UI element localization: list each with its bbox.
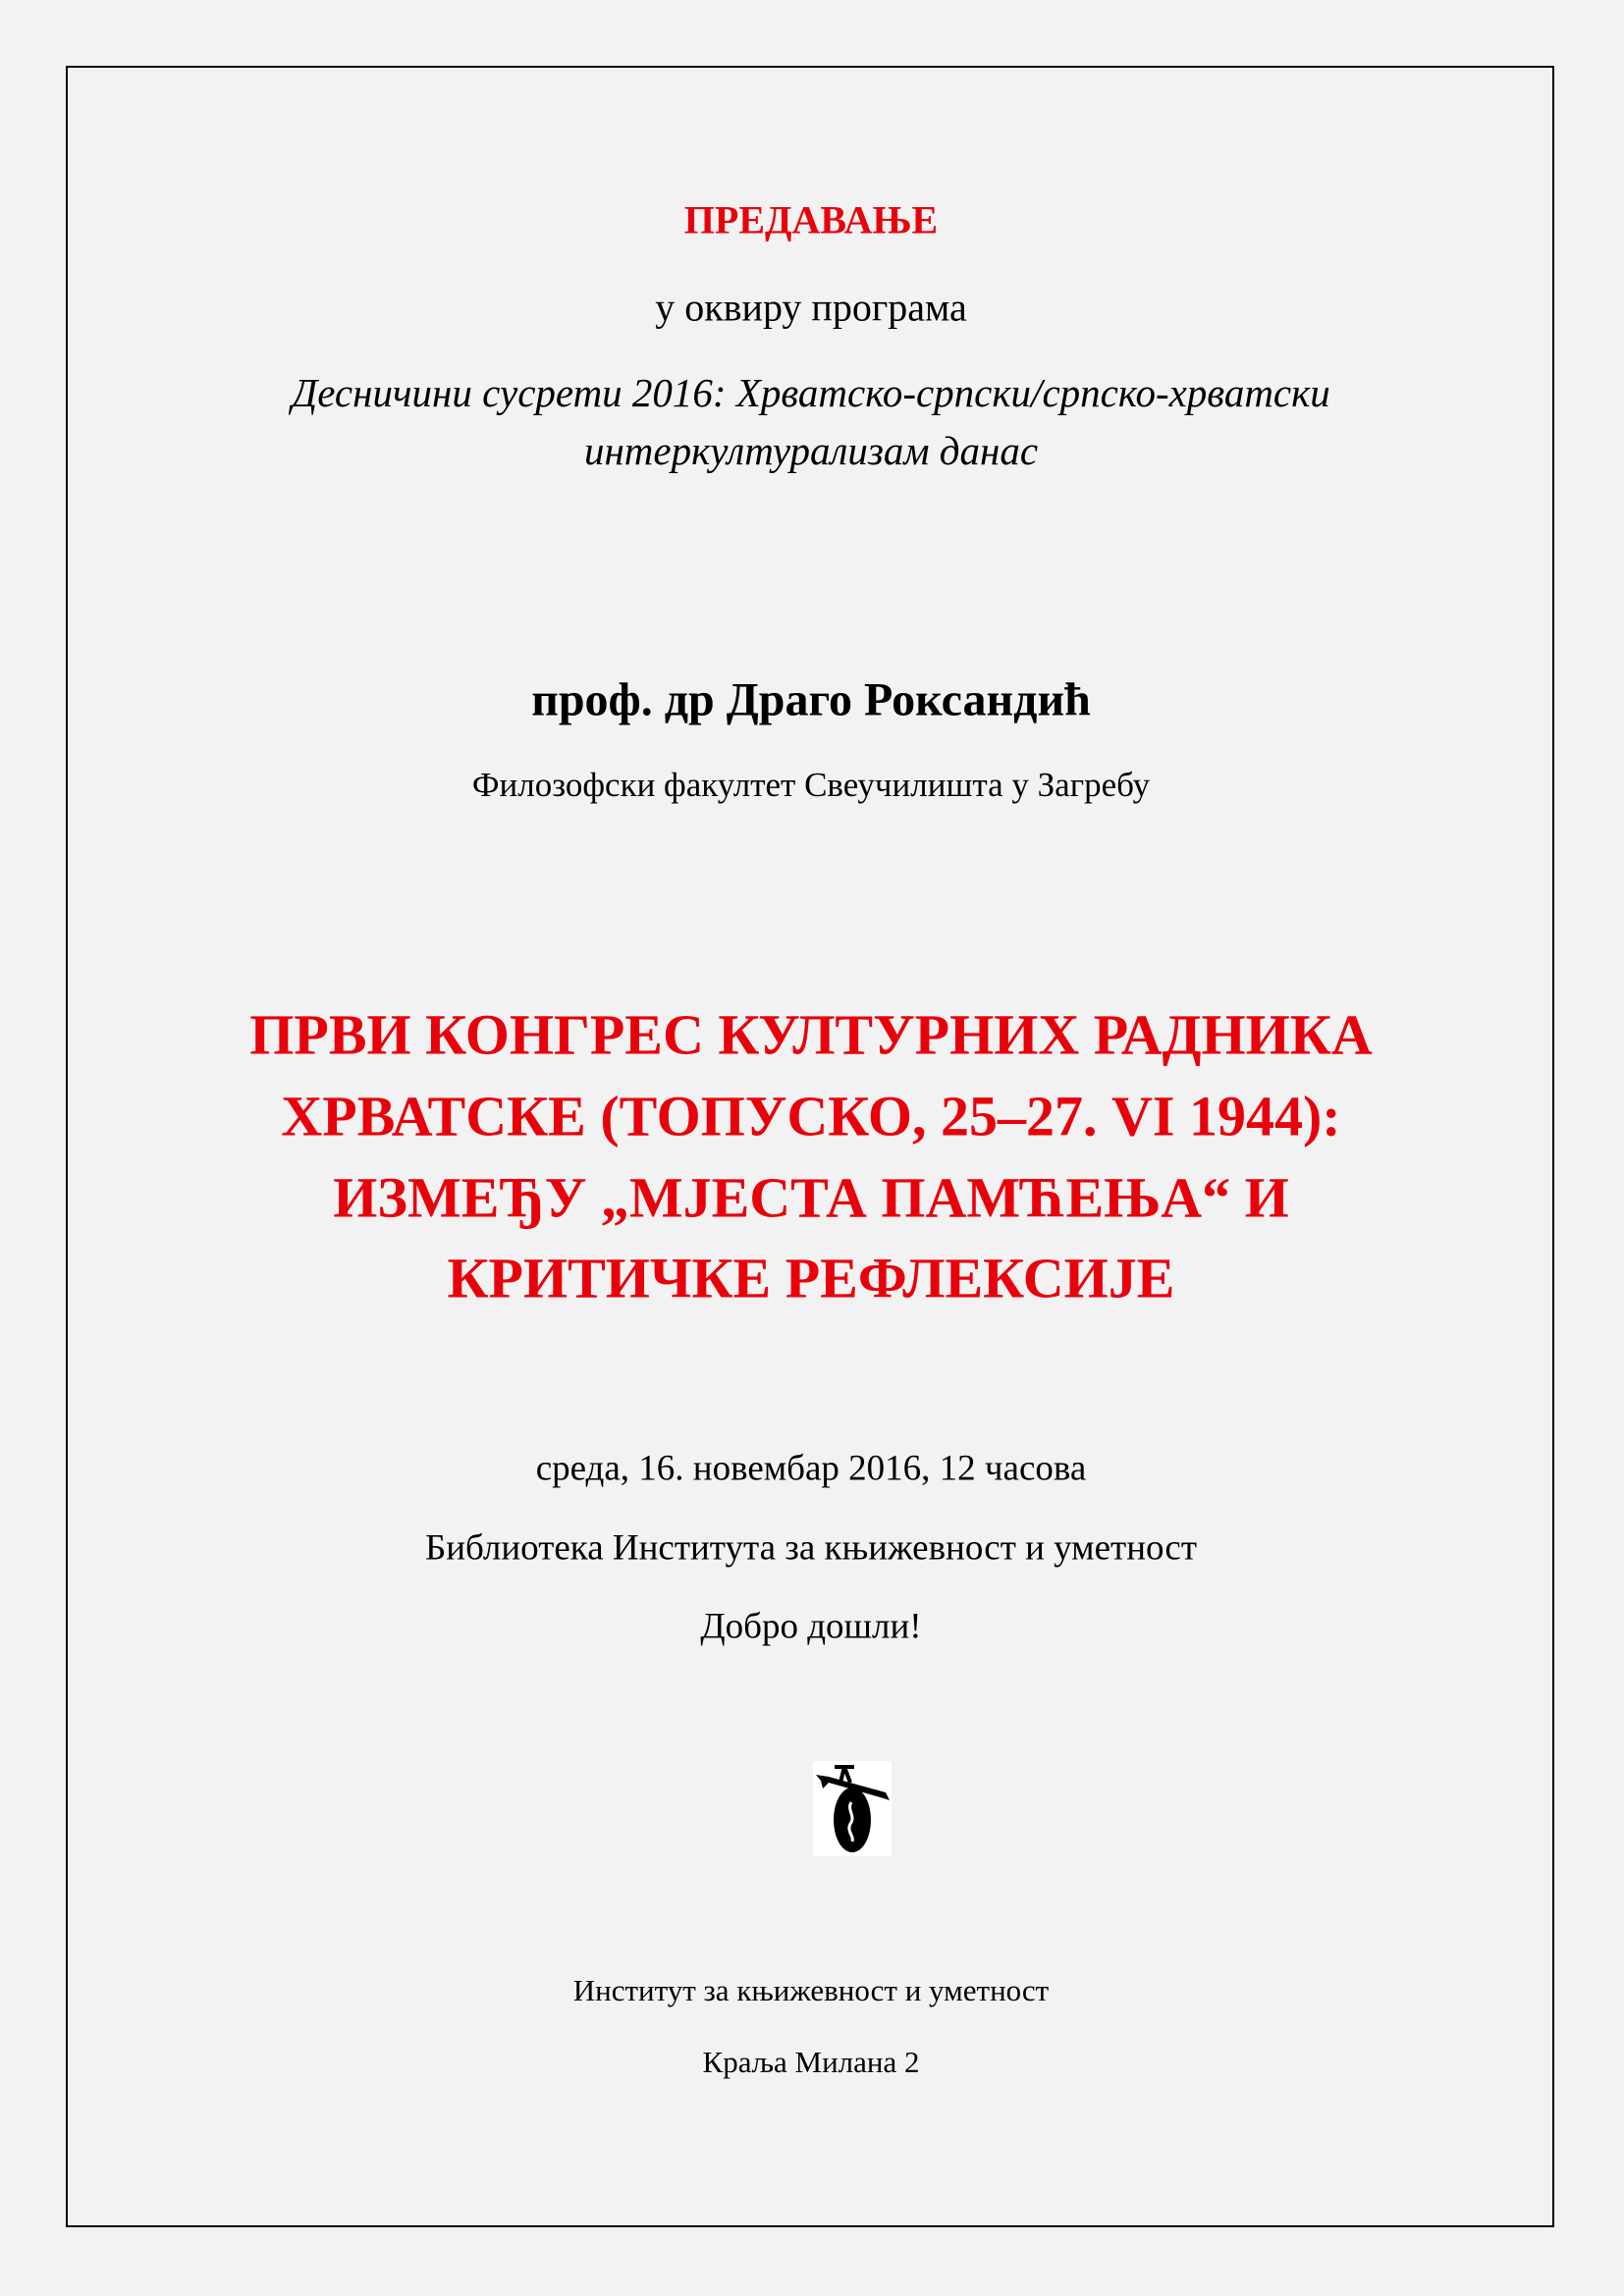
- program-intro: у оквиру програма: [655, 285, 967, 330]
- lecture-title-line-3: ИЗМЕЂУ „МЈЕСТА ПАМЋЕЊА“ И: [333, 1165, 1289, 1230]
- program-title-line-2: интеркултурализам данас: [583, 428, 1039, 473]
- event-datetime: среда, 16. новембар 2016, 12 часова: [535, 1448, 1087, 1489]
- program-title-line-1: Десничини сусрети 2016: Хрватско-српски/српско-хрватски: [292, 370, 1330, 415]
- footer-institution: Институт за књижевност и уметност: [572, 1973, 1050, 2007]
- lecture-label: ПРЕДАВАЊЕ: [683, 197, 939, 242]
- welcome-text: Добро дошли!: [700, 1606, 922, 1647]
- lecture-title-line-2: ХРВАТСКЕ (ТОПУСКО, 25–27. VI 1944):: [281, 1084, 1341, 1148]
- footer-address: Краља Милана 2: [702, 2045, 920, 2079]
- lecture-title-line-1: ПРВИ КОНГРЕС КУЛТУРНИХ РАДНИКА: [249, 1002, 1373, 1067]
- speaker-name: проф. др Драго Роксандић: [531, 673, 1091, 726]
- speaker-affiliation: Филозофски факултет Свеучилишта у Загребу: [471, 766, 1151, 804]
- institute-logo-icon: [813, 1761, 892, 1856]
- event-venue: Библиотека Института за књижевност и уметност: [424, 1527, 1198, 1569]
- lecture-title-line-4: КРИТИЧКЕ РЕФЛЕКСИЈЕ: [447, 1246, 1175, 1310]
